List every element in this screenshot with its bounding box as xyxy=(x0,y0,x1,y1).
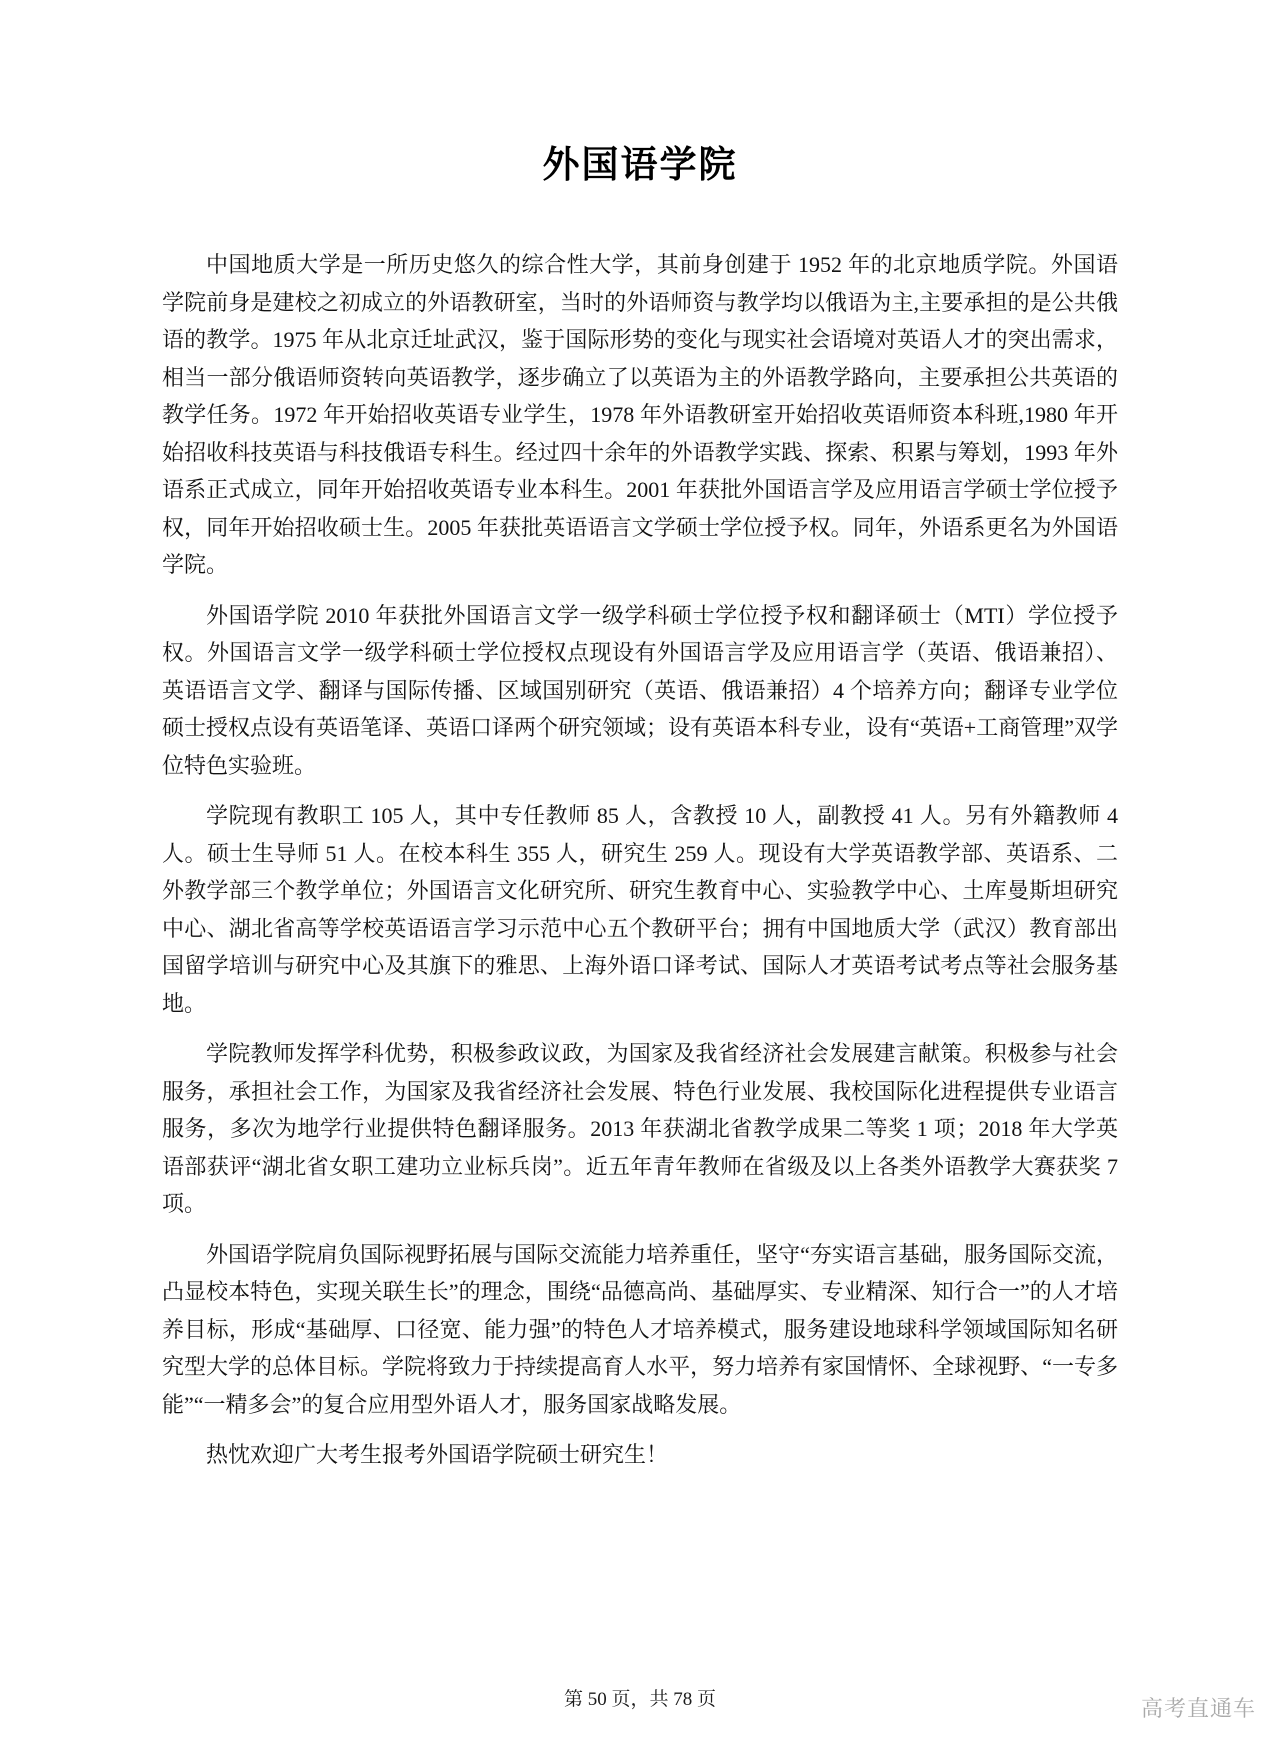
watermark-text: 高考直通车 xyxy=(1140,1696,1256,1721)
paragraph-achievements: 学院教师发挥学科优势，积极参政议政，为国家及我省经济社会发展建言献策。积极参与社会服务，承担社会工作，为国家及我省经济社会发展、特色行业发展、我校国际化进程提供专业语言服务，多次为地学行业提供特色翻译服务。2013 年获湖北省教学成果二等奖 1 项；2018 年大学英语部获评“湖北省女职工建功立业标兵岗”。近五年青年教师在省级及以上各类外语教学大赛获奖 7 项。 xyxy=(162,1041,1118,1216)
paragraph-degrees: 外国语学院 2010 年获批外国语言文学一级学科硕士学位授予权和翻译硕士（MTI）学位授予权。外国语言文学一级学科硕士学位授权点现设有外国语言学及应用语言学（英语、俄语兼招）、英语语言文学、翻译与国际传播、区域国别研究（英语、俄语兼招）4 个培养方向；翻译专业学位硕士授权点设有英语笔译、英语口译两个研究领域；设有英语本科专业，设有“英语+工商管理”双学位特色实验班。 xyxy=(162,602,1118,778)
paragraph-history: 中国地质大学是一所历史悠久的综合性大学，其前身创建于 1952 年的北京地质学院。外国语学院前身是建校之初成立的外语教研室，当时的外语师资与教学均以俄语为主,主要承担的是公共俄语的教学。1975 年从北京迁址武汉，鉴于国际形势的变化与现实社会语境对英语人才的突出需求，相当一部分俄语师资转向英语教学，逐步确立了以英语为主的外语教学路向，主要承担公共英语的教学任务。1972 年开始招收英语专业学生，1978 年外语教研室开始招收英语师资本科班,1980 年开始招收科技英语与科技俄语专科生。经过四十余年的外语教学实践、探索、积累与筹划，1993 年外语系正式成立，同年开始招收英语专业本科生。2001 年获批外国语言学及应用语言学硕士学位授予权，同年开始招收硕士生。2005 年获批英语语言文学硕士学位授予权。同年，外语系更名为外国语学院。 xyxy=(162,252,1118,577)
document-body xyxy=(162,246,1118,1474)
page-title: 外国语学院 xyxy=(542,144,738,185)
paragraph-mission: 外国语学院肩负国际视野拓展与国际交流能力培养重任，坚守“夯实语言基础，服务国际交流，凸显校本特色，实现关联生长”的理念，围绕“品德高尚、基础厚实、专业精深、知行合一”的人才培养目标，形成“基础厚、口径宽、能力强”的特色人才培养模式，服务建设地球科学领域国际知名研究型大学的总体目标。学院将致力于持续提高育人水平，努力培养有家国情怀、全球视野、“一专多能”“一精多会”的复合应用型外语人才，服务国家战略发展。 xyxy=(162,1241,1118,1417)
paragraph-staff: 学院现有教职工 105 人，其中专任教师 85 人，含教授 10 人，副教授 41 人。另有外籍教师 4 人。硕士生导师 51 人。在校本科生 355 人，研究生 259 人。现设有大学英语教学部、英语系、二外教学部三个教学单位；外国语言文化研究所、研究生教育中心、实验教学中心、土库曼斯坦研究中心、湖北省高等学校英语语言学习示范中心五个教研平台；拥有中国地质大学（武汉）教育部出国留学培训与研究中心及其旗下的雅思、上海外语口译考试、国际人才英语考试考点等社会服务基地。 xyxy=(162,803,1118,1016)
page-footer xyxy=(0,1684,1280,1711)
paragraph-welcome: 热忱欢迎广大考生报考外国语学院硕士研究生！ xyxy=(206,1442,669,1467)
page-number: 第 50 页，共 78 页 xyxy=(563,1689,716,1710)
